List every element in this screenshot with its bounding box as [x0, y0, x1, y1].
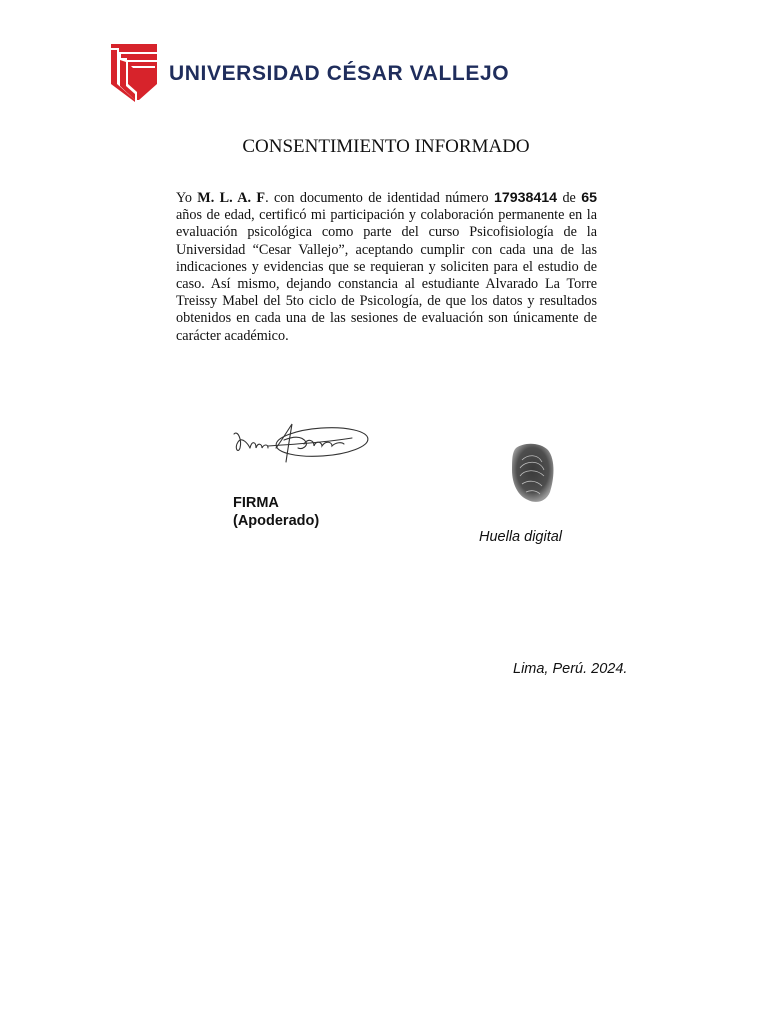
consent-paragraph: [176, 190, 597, 345]
signature-label: [233, 494, 319, 530]
body-text-3: de: [557, 190, 582, 206]
fingerprint-label: Huella digital: [479, 529, 563, 545]
university-logo: [111, 44, 510, 102]
document-title: CONSENTIMIENTO INFORMADO: [242, 136, 530, 157]
id-number: 17938414: [493, 190, 558, 206]
body-text-1: Yo: [176, 190, 198, 206]
fingerprint-image: [506, 440, 558, 506]
handwritten-signature: [228, 418, 370, 470]
body-text-2: . con documento de identidad número: [265, 190, 494, 206]
place-date: Lima, Perú. 2024.: [513, 661, 628, 677]
participant-age: 65: [581, 190, 597, 206]
participant-initials: M. L. A. F: [197, 190, 266, 206]
signature-label-line1: FIRMA: [233, 495, 279, 511]
university-name: UNIVERSIDAD CÉSAR VALLEJO: [169, 62, 510, 85]
signature-label-line2: (Apoderado): [233, 513, 320, 529]
body-text-4: años de edad, certificó mi participación y colaboración permanente en la evaluación psicológica como parte del curso Psicofisiología de la Universidad “Cesar Vallejo”, aceptando cumplir con cada una de las indicaciones y evidencias que se requieran y soliciten para el estudio de caso. Así mismo, dejando constancia al estudiante Alvarado La Torre Treissy Mabel del 5to ciclo de Psicología, de que los datos y resultados obtenidos en cada una de las sesiones de evaluación son únicamente de carácter académico.: [176, 207, 597, 344]
university-shield-icon: [111, 44, 159, 102]
